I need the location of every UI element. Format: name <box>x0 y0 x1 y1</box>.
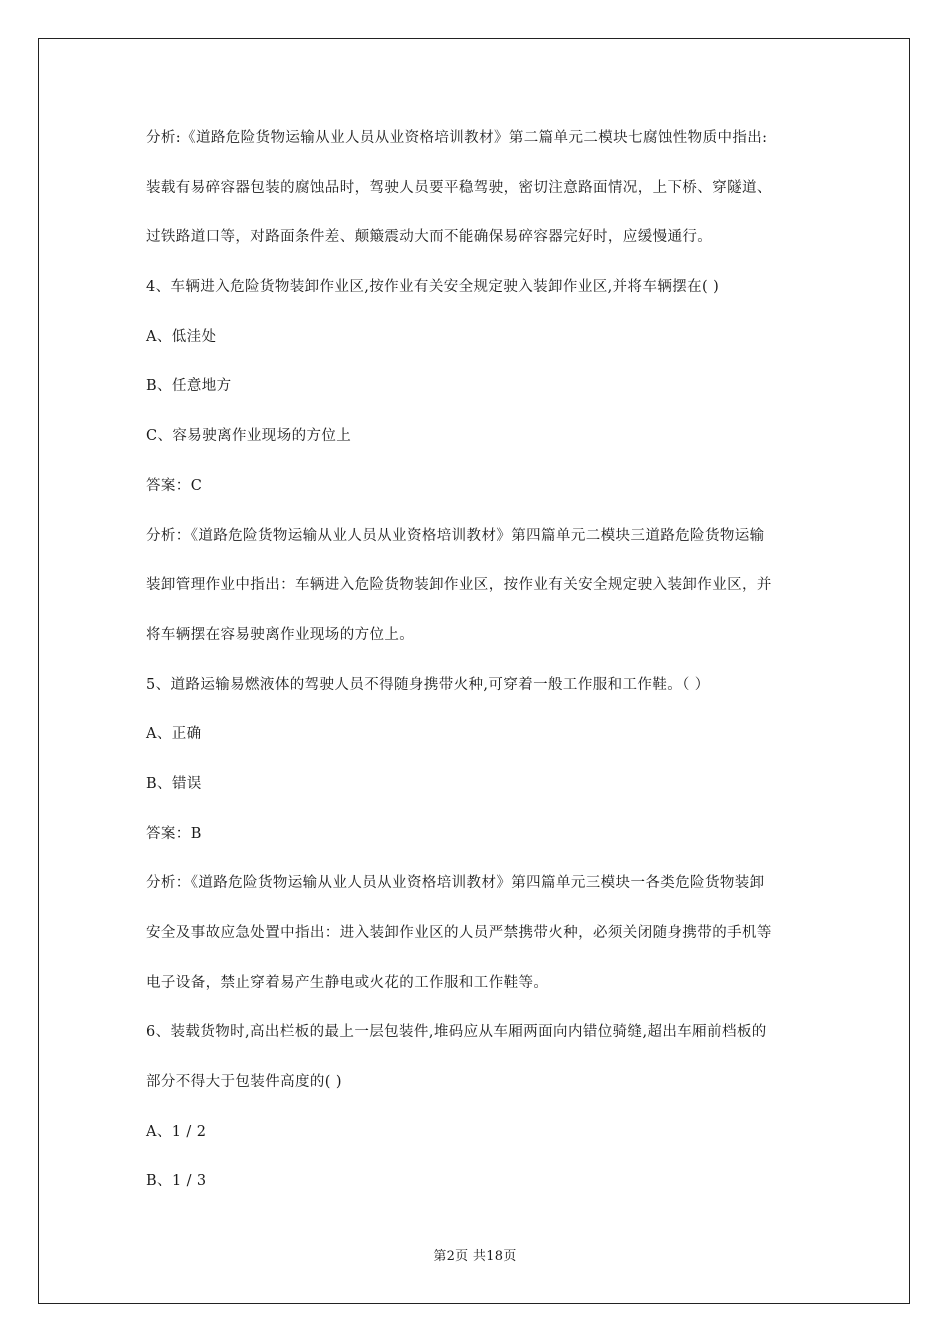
question-4: 4、车辆进入危险货物装卸作业区,按作业有关安全规定驶入装卸作业区,并将车辆摆在( ) <box>146 279 720 296</box>
analysis-line: 将车辆摆在容易驶离作业现场的方位上。 <box>146 626 415 643</box>
answer: 答案：B <box>146 825 202 842</box>
text-line: 分析:《道路危险货物运输从业人员从业资格培训教材》第二篇单元二模块七腐蚀性物质中指出: <box>146 130 768 146</box>
text-line: 过铁路道口等，对路面条件差、颠簸震动大而不能确保易碎容器完好时，应缓慢通行。 <box>146 229 713 246</box>
analysis-line: 分析：《道路危险货物运输从业人员从业资格培训教材》第四篇单元三模块一各类危险货物装卸 <box>146 875 765 892</box>
option-b: B、任意地方 <box>146 378 232 395</box>
option-a: A、低洼处 <box>146 328 217 345</box>
page-footer: 第2页 共18页 <box>433 1249 517 1264</box>
analysis-line: 装卸管理作业中指出：车辆进入危险货物装卸作业区，按作业有关安全规定驶入装卸作业区，并 <box>146 577 772 594</box>
question-5: 5、道路运输易燃液体的驾驶人员不得随身携带火种,可穿着一般工作服和工作鞋。（ ） <box>146 676 710 693</box>
document-body <box>146 128 816 1221</box>
option-b: B、错误 <box>146 775 202 792</box>
analysis-line: 电子设备，禁止穿着易产生静电或火花的工作服和工作鞋等。 <box>146 974 549 991</box>
analysis-line: 分析：《道路危险货物运输从业人员从业资格培训教材》第四篇单元二模块三道路危险货物运输 <box>146 527 765 544</box>
option-a: A、正确 <box>146 726 202 743</box>
option-b: B、1 / 3 <box>146 1173 207 1190</box>
question-6: 6、装载货物时,高出栏板的最上一层包装件,堆码应从车厢两面向内错位骑缝,超出车厢前档板的 <box>146 1024 767 1041</box>
question-6-continued: 部分不得大于包装件高度的( ) <box>146 1074 342 1091</box>
option-a: A、1 / 2 <box>146 1123 207 1140</box>
option-c: C、容易驶离作业现场的方位上 <box>146 428 352 445</box>
text-line: 装载有易碎容器包装的腐蚀品时，驾驶人员要平稳驾驶，密切注意路面情况，上下桥、穿隧道、 <box>146 179 772 196</box>
analysis-line: 安全及事故应急处置中指出：进入装卸作业区的人员严禁携带火种，必须关闭随身携带的手机等 <box>146 925 772 941</box>
answer: 答案：C <box>146 477 203 494</box>
